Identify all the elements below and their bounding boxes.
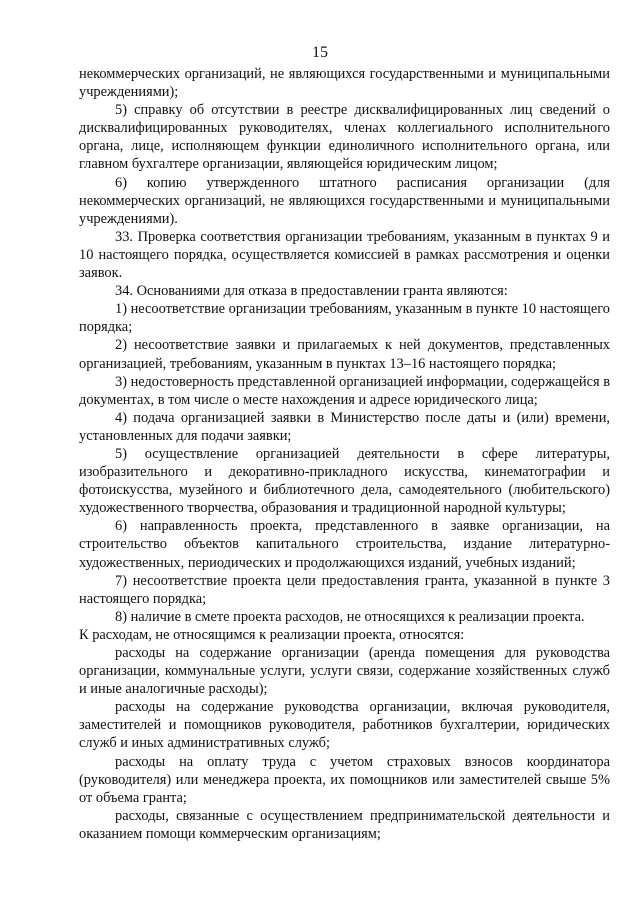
paragraph-10: 6) направленность проекта, представленного в заявке организации, на строительство объектов капитального строительства, издание литературно-художественных, периодических и продолжающихся изданий, учебных изданий;	[79, 518, 610, 571]
paragraph-7: 3) недостоверность представленной организацией информации, содержащейся в документах, в том числе о месте нахождения и адресе юридического лица;	[79, 373, 610, 408]
paragraph-6: 2) несоответствие заявки и прилагаемых к ней документов, представленных организацией, требованиям, указанным в пунктах 13–16 настоящего порядка;	[79, 337, 610, 372]
paragraph-5: 1) несоответствие организации требованиям, указанным в пункте 10 настоящего порядка;	[79, 301, 610, 336]
document-body	[79, 65, 610, 843]
paragraph-11: 7) несоответствие проекта цели предоставления гранта, указанной в пункте 3 настоящего порядка;	[79, 572, 610, 607]
paragraph-4: 34. Основаниями для отказа в предоставлении гранта являются:	[115, 283, 508, 300]
page-number: 15	[312, 44, 328, 61]
paragraph-3: 33. Проверка соответствия организации требованиям, указанным в пунктах 9 и 10 настоящего порядка, осуществляется комиссией в рамках рассмотрения и оценки заявок.	[79, 228, 610, 282]
paragraph-0: некоммерческих организаций, не являющихся государственными и муниципальными учреждениями);	[79, 66, 610, 101]
paragraph-1: 5) справку об отсутствии в реестре дисквалифицированных лиц сведений о дисквалифицированных руководителях, членах коллегиального исполнительного органа, лице, исполняющем функции единоличного исполнительного органа, или главном бухгалтере организации, являющейся юридическим лицом;	[79, 102, 610, 173]
paragraph-2: 6) копию утвержденного штатного расписания организации (для некоммерческих организаций, не являющихся государственными и муниципальными учреждениями).	[79, 174, 610, 227]
paragraph-12: 8) наличие в смете проекта расходов, не относящихся к реализации проекта.	[115, 608, 585, 625]
paragraph-15: расходы на содержание руководства организации, включая руководителя, заместителей и помощников руководителя, работников бухгалтерии, юридических служб и иных административных служб;	[79, 699, 610, 752]
paragraph-13: К расходам, не относящимся к реализации проекта, относятся:	[79, 626, 465, 643]
paragraph-17: расходы, связанные с осуществлением предпринимательской деятельности и оказанием помощи коммерческим организациям;	[79, 807, 610, 842]
paragraph-8: 4) подача организацией заявки в Министерство после даты и (или) времени, установленных для подачи заявки;	[79, 409, 610, 444]
paragraph-16: расходы на оплату труда с учетом страховых взносов координатора (руководителя) или менеджера проекта, их помощников или заместителей свыше 5% от объема гранта;	[79, 753, 610, 806]
paragraph-9: 5) осуществление организацией деятельности в сфере литературы, изобразительного и декоративно-прикладного искусства, кинематографии и фотоискусства, музейного и библиотечного дела, самодеятельного (любительского) художественного творчества, образования и традиционной народной культуры;	[79, 445, 610, 517]
paragraph-14: расходы на содержание организации (аренда помещения для руководства организации, коммунальные услуги, услуги связи, содержание хозяйственных служб и иные аналогичные расходы);	[79, 645, 610, 698]
